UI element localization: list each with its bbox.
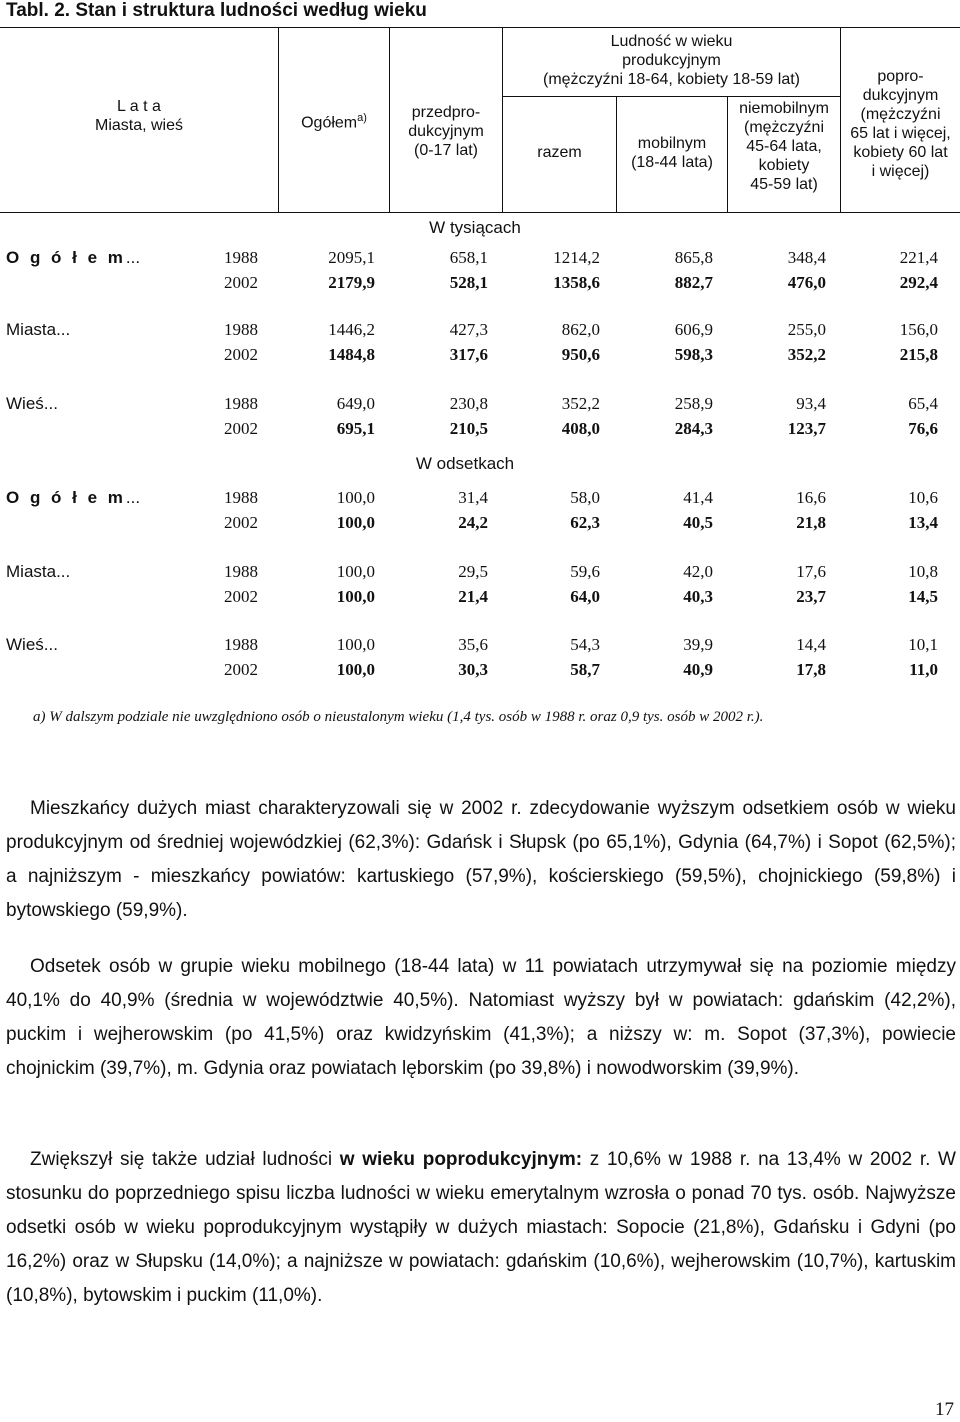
- paragraph-1-text: Mieszkańcy dużych miast charakteryzowali się w 2002 r. zdecydowanie wyższym odsetkiem osób w wieku produkcyjnym od średniej wojewódzkiej (62,3%): Gdańsk i Słupsk (po 65,1%), Gdynia (64,7%) i Sopot (62,5%); a najniższym - mieszkańcy powiatów: kartuskiego (57,9%), kościerskiego (59,5%), chojnickiego (59,8%) i bytowskiego (59,9%).: [6, 798, 956, 921]
- table-cell: 40,9: [683, 660, 713, 679]
- header-przedprod: [390, 103, 502, 160]
- row-label-leader: ...: [43, 635, 58, 654]
- header-przedprod-line: przedpro-: [411, 104, 481, 121]
- header-poprod-line: i więcej): [871, 163, 930, 180]
- header-poprod-line: kobiety 60 lat: [853, 144, 948, 161]
- table-cell: 54,3: [570, 635, 600, 654]
- header-poprod-line: popro-: [877, 68, 924, 85]
- header-prod-line: produkcyjnym: [622, 52, 721, 69]
- header-poprod-line: dukcyjnym: [862, 87, 939, 104]
- row-label-text: Miasta: [6, 562, 57, 581]
- table-cell: 348,4: [787, 248, 826, 267]
- table-cell: 93,4: [796, 394, 826, 413]
- table-cell: 100,0: [336, 513, 375, 532]
- table-cell: 24,2: [458, 513, 488, 532]
- year-cell: 2002: [224, 587, 258, 606]
- row-label-text: Wieś: [6, 635, 44, 654]
- table-cell: 31,4: [458, 488, 488, 507]
- paragraph-2: [6, 950, 956, 1086]
- row-label-leader: ...: [125, 488, 141, 507]
- table-title: Tabl. 2. Stan i struktura ludności według wieku: [6, 0, 427, 21]
- header-niemobilnym-line: kobiety: [758, 157, 810, 174]
- table-cell: 100,0: [336, 562, 375, 581]
- table-cell: 882,7: [674, 273, 713, 292]
- header-przedprod-line: (0-17 lat): [413, 142, 479, 159]
- paragraph-3-text-after: z 10,6% w 1988 r. na 13,4% w 2002 r. W stosunku do poprzedniego spisu liczba ludności w wieku emerytalnym wzrosła o ponad 70 tys. osób. Najwyższe odsetki osób w wieku poprodukcyjnym wystąpiły w dużych miastach: Sopocie (21,8%), Gdańsku i Gdyni (po 16,2%) oraz w Słupsku (14,0%); a najniższe w powiatach: gdańskim (10,6%), wejherowskim (10,7%), kartuskim (10,8%), bytowskim i puckim (11,0%).: [6, 1149, 956, 1306]
- row-label: [6, 394, 58, 414]
- row-label: [6, 320, 70, 340]
- table-cell: 100,0: [336, 635, 375, 654]
- unit-label-percent: W odsetkach: [415, 454, 515, 473]
- table-cell: 255,0: [787, 320, 826, 339]
- year-cell: 2002: [224, 660, 258, 679]
- table-cell: 317,6: [449, 345, 488, 364]
- table-cell: 284,3: [674, 419, 713, 438]
- row-label: [6, 248, 140, 268]
- table-cell: 59,6: [570, 562, 600, 581]
- year-cell: 1988: [224, 394, 258, 413]
- row-label-text: O g ó ł e m: [6, 488, 126, 507]
- table-cell: 649,0: [336, 394, 375, 413]
- header-poprod-line: 65 lat i więcej,: [850, 125, 951, 142]
- table-cell: 21,4: [458, 587, 488, 606]
- table-cell: 100,0: [336, 488, 375, 507]
- table-cell: 76,6: [908, 419, 938, 438]
- table-cell: 40,5: [683, 513, 713, 532]
- header-niemobilnym-line: (mężczyźni: [743, 119, 824, 136]
- header-prod-group: [503, 32, 840, 89]
- table-cell: 30,3: [458, 660, 488, 679]
- header-poprod-line: (mężczyźni: [860, 106, 941, 123]
- header-prod-line: (mężczyźni 18-64, kobiety 18-59 lat): [543, 71, 800, 88]
- table-cell: 16,6: [796, 488, 826, 507]
- table-cell: 221,4: [899, 248, 938, 267]
- header-mobilnym: [617, 134, 727, 172]
- table-cell: 1214,2: [553, 248, 600, 267]
- paragraph-3: [6, 1143, 956, 1313]
- year-cell: 1988: [224, 635, 258, 654]
- table-cell: 14,4: [796, 635, 826, 654]
- table-cell: 476,0: [787, 273, 826, 292]
- header-razem-text: razem: [537, 144, 582, 161]
- table-cell: 39,9: [683, 635, 713, 654]
- table-cell: 230,8: [449, 394, 488, 413]
- row-label-text: Miasta: [6, 320, 57, 339]
- table-cell: 427,3: [449, 320, 488, 339]
- header-prod-line: Ludność w wieku: [610, 33, 733, 50]
- table-cell: 123,7: [787, 419, 826, 438]
- table-cell: 17,6: [796, 562, 826, 581]
- header-top-rule: [0, 27, 960, 28]
- table-cell: 658,1: [449, 248, 488, 267]
- header-mobilnym-line: (18-44 lata): [631, 154, 713, 171]
- year-cell: 2002: [224, 419, 258, 438]
- table-cell: 13,4: [908, 513, 938, 532]
- row-label-text: Wieś: [6, 394, 44, 413]
- table-cell: 862,0: [561, 320, 600, 339]
- header-mobilnym-line: mobilnym: [637, 135, 707, 152]
- header-poprod: [841, 67, 960, 181]
- paragraph-3-text: Zwiększył się także udział ludności: [30, 1149, 340, 1170]
- header-bottom-rule: [0, 212, 960, 213]
- table-cell: 11,0: [909, 660, 938, 679]
- header-lata-text: L a t a: [117, 98, 161, 115]
- unit-label-thousands: W tysiącach: [429, 218, 521, 237]
- header-niemobilnym-line: 45-64 lata,: [746, 138, 822, 155]
- table-cell: 10,8: [908, 562, 938, 581]
- paragraph-2-text: Odsetek osób w grupie wieku mobilnego (18-44 lata) w 11 powiatach utrzymywał się na poziomie między 40,1% do 40,9% (średnia w województwie 40,5%). Natomiast wyższy był w powiatach: gdańskim (42,2%), puckim i wejherowskim (po 41,5%) oraz kwidzyńskim (41,3%); a niższy w: m. Sopot (37,3%), powiecie chojnickim (39,7%), m. Gdynia oraz powiatach lęborskim (po 39,8%) i nowodworskim (39,9%).: [6, 956, 956, 1079]
- table-cell: 58,0: [570, 488, 600, 507]
- row-label-leader: ...: [125, 248, 141, 267]
- table-cell: 10,6: [908, 488, 938, 507]
- table-cell: 35,6: [458, 635, 488, 654]
- table-cell: 2179,9: [328, 273, 375, 292]
- table-cell: 598,3: [674, 345, 713, 364]
- row-label: [6, 635, 58, 655]
- row-label: [6, 488, 140, 508]
- row-label-text: O g ó ł e m: [6, 248, 126, 267]
- header-niemobilnym: [728, 99, 840, 194]
- header-razem: [503, 143, 616, 162]
- table-cell: 40,3: [683, 587, 713, 606]
- table-cell: 1484,8: [328, 345, 375, 364]
- table-cell: 62,3: [570, 513, 600, 532]
- table-cell: 606,9: [674, 320, 713, 339]
- row-label-leader: ...: [43, 394, 58, 413]
- header-ogolem-text: Ogółem: [301, 114, 358, 132]
- table-cell: 64,0: [570, 587, 600, 606]
- table-cell: 258,9: [674, 394, 713, 413]
- header-przedprod-line: dukcyjnym: [408, 123, 484, 140]
- table-cell: 865,8: [674, 248, 713, 267]
- table-cell: 41,4: [683, 488, 713, 507]
- table-cell: 1358,6: [553, 273, 600, 292]
- table-cell: 100,0: [336, 587, 375, 606]
- header-niemobilnym-line: niemobilnym: [739, 100, 829, 117]
- year-cell: 2002: [224, 273, 258, 292]
- row-label-leader: ...: [56, 320, 71, 339]
- table-cell: 352,2: [561, 394, 600, 413]
- table-cell: 10,1: [908, 635, 938, 654]
- table-cell: 23,7: [796, 587, 826, 606]
- table-cell: 42,0: [683, 562, 713, 581]
- header-ogolem: [279, 109, 389, 132]
- row-label-leader: ...: [56, 562, 71, 581]
- year-cell: 1988: [224, 562, 258, 581]
- table-cell: 210,5: [449, 419, 488, 438]
- footnote-ref: a): [357, 112, 367, 124]
- table-cell: 17,8: [796, 660, 826, 679]
- row-label: [6, 562, 70, 582]
- table-cell: 528,1: [449, 273, 488, 292]
- paragraph-1: [6, 792, 956, 928]
- prod-group-rule: [502, 96, 840, 97]
- table-cell: 292,4: [899, 273, 938, 292]
- year-cell: 2002: [224, 513, 258, 532]
- table-cell: 14,5: [908, 587, 938, 606]
- page-number: 17: [935, 1399, 954, 1420]
- table-cell: 58,7: [570, 660, 600, 679]
- table-cell: 2095,1: [328, 248, 375, 267]
- table-cell: 215,8: [899, 345, 938, 364]
- header-lata: [0, 97, 278, 135]
- table-cell: 695,1: [336, 419, 375, 438]
- footnote: a) W dalszym podziale nie uwzględniono osób o nieustalonym wieku (1,4 tys. osób w 1988 r. oraz 0,9 tys. osób w 2002 r.).: [33, 709, 764, 725]
- table-cell: 100,0: [336, 660, 375, 679]
- header-niemobilnym-line: 45-59 lat): [750, 176, 818, 193]
- table-cell: 352,2: [787, 345, 826, 364]
- table-cell: 1446,2: [328, 320, 375, 339]
- table-cell: 950,6: [561, 345, 600, 364]
- table-cell: 29,5: [458, 562, 488, 581]
- table-cell: 65,4: [908, 394, 938, 413]
- year-cell: 1988: [224, 248, 258, 267]
- paragraph-3-bold: w wieku poprodukcyjnym:: [339, 1149, 583, 1170]
- table-cell: 156,0: [899, 320, 938, 339]
- header-miasta-wies-text: Miasta, wieś: [94, 117, 184, 134]
- table-cell: 21,8: [796, 513, 826, 532]
- year-cell: 2002: [224, 345, 258, 364]
- year-cell: 1988: [224, 320, 258, 339]
- year-cell: 1988: [224, 488, 258, 507]
- table-cell: 408,0: [561, 419, 600, 438]
